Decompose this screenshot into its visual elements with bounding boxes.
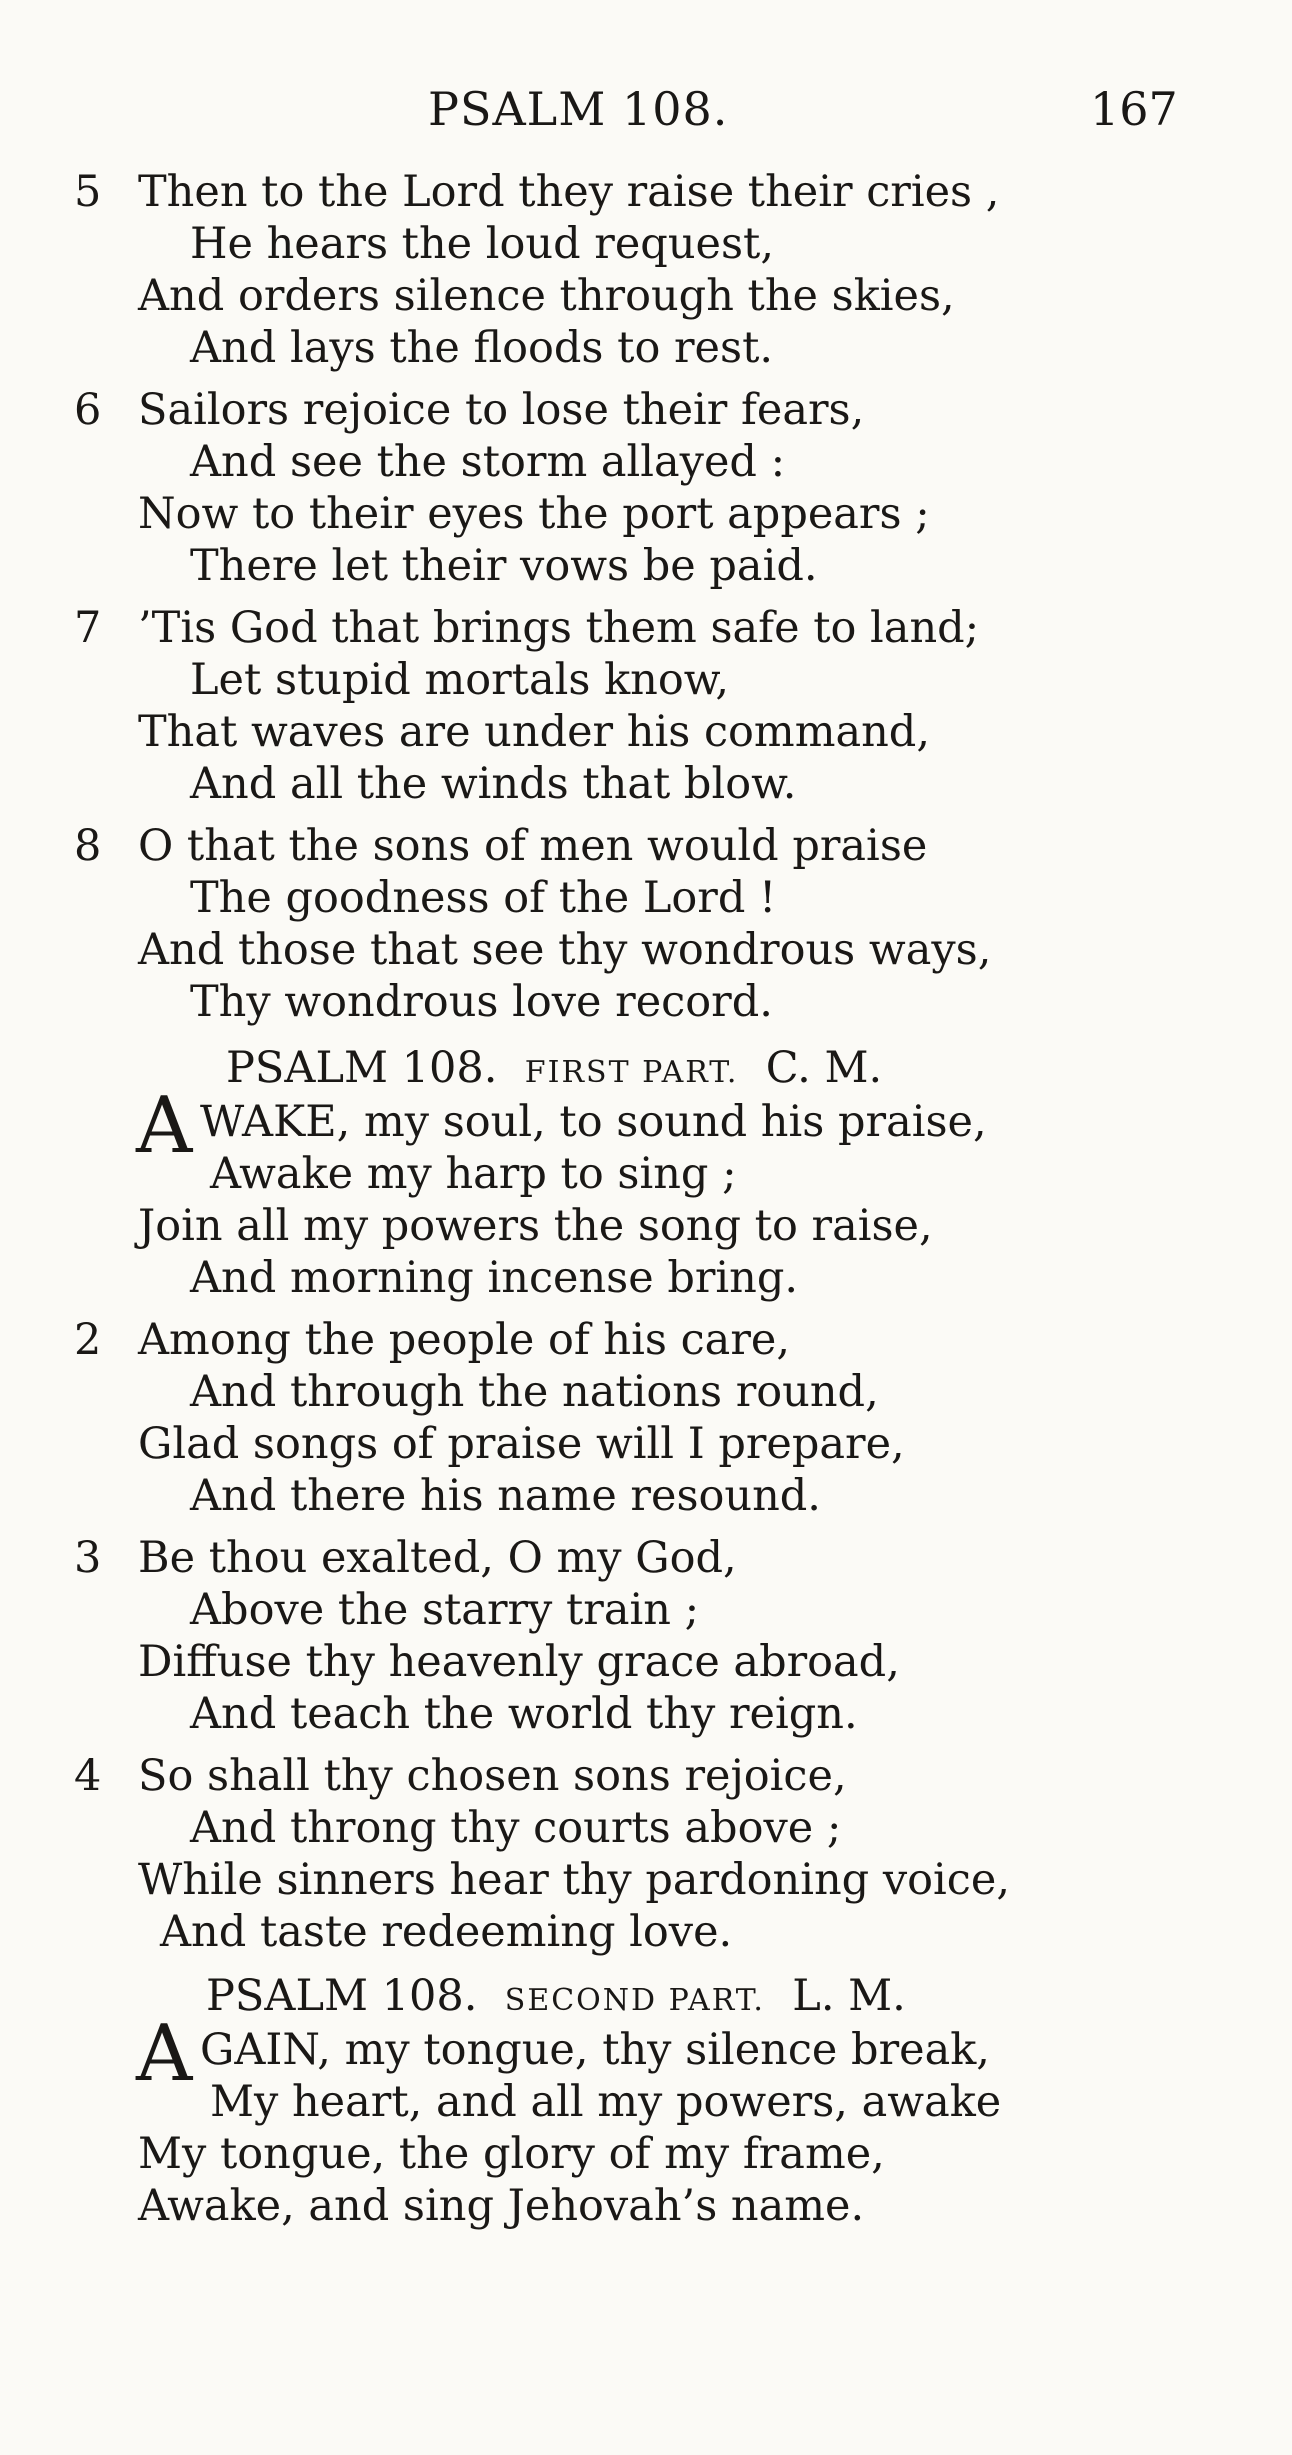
verse-line: And there his name resound. xyxy=(190,1471,821,1521)
verse-line: And teach the world thy reign. xyxy=(190,1689,858,1739)
verse-line: And see the storm allayed : xyxy=(190,437,786,487)
verse-line: Join all my powers the song to raise, xyxy=(138,1201,933,1251)
page-header xyxy=(0,82,1292,142)
psalm-heading-part: SECOND PART. xyxy=(504,1983,765,2018)
verse-line: Then to the Lord they raise their cries , xyxy=(138,167,1000,217)
verse-line: And morning incense bring. xyxy=(190,1253,799,1303)
verse-line: Awake, and sing Jehovah’s name. xyxy=(138,2181,865,2231)
verse-line: Diffuse thy heavenly grace abroad, xyxy=(138,1637,900,1687)
verse-line: WAKE, my soul, to sound his praise, xyxy=(200,1097,987,1147)
verse-line: The goodness of the Lord ! xyxy=(190,873,777,923)
psalm-heading xyxy=(226,1040,882,1096)
verse-line: And lays the floods to rest. xyxy=(190,323,774,373)
verse-line: Sailors rejoice to lose their fears, xyxy=(138,385,865,435)
verse-line: Let stupid mortals know, xyxy=(190,655,730,705)
drop-cap: A xyxy=(136,1081,193,1171)
running-head: PSALM 108. xyxy=(428,82,729,136)
psalm-heading-number: PSALM 108. xyxy=(226,1043,498,1093)
verse-line: Be thou exalted, O my God, xyxy=(138,1533,737,1583)
verse-line: My heart, and all my powers, awake xyxy=(210,2077,1002,2127)
stanza-number: 4 xyxy=(74,1751,102,1801)
stanza-number: 8 xyxy=(74,821,102,871)
verse-line: Glad songs of praise will I prepare, xyxy=(138,1419,905,1469)
stanza-number: 5 xyxy=(74,167,102,217)
psalm-heading xyxy=(206,1968,906,2024)
psalm-heading-part: FIRST PART. xyxy=(524,1055,739,1090)
verse-line: That waves are under his command, xyxy=(138,707,930,757)
verse-line: Above the starry train ; xyxy=(190,1585,700,1635)
verse-line: And all the winds that blow. xyxy=(190,759,797,809)
verse-line: And through the nations round, xyxy=(190,1367,879,1417)
verse-line: Awake my harp to sing ; xyxy=(210,1149,737,1199)
psalm-heading-meter: L. M. xyxy=(792,1971,906,2021)
verse-line: Thy wondrous love record. xyxy=(190,977,773,1027)
stanza-number: 7 xyxy=(74,603,102,653)
verse-line: GAIN, my tongue, thy silence break, xyxy=(200,2025,990,2075)
stanza-number: 2 xyxy=(74,1315,102,1365)
verse-line: And orders silence through the skies, xyxy=(138,271,955,321)
verse-line: While sinners hear thy pardoning voice, xyxy=(138,1855,1010,1905)
verse-line: ’Tis God that brings them safe to land; xyxy=(138,603,980,653)
verse-line: My tongue, the glory of my frame, xyxy=(138,2129,885,2179)
drop-cap: A xyxy=(136,2009,193,2099)
verse-line: Among the people of his care, xyxy=(138,1315,790,1365)
page-number: 167 xyxy=(1090,82,1178,136)
verse-line: And taste redeeming love. xyxy=(160,1907,733,1957)
verse-line: Now to their eyes the port appears ; xyxy=(138,489,930,539)
verse-line: He hears the loud request, xyxy=(190,219,774,269)
stanza-number: 6 xyxy=(74,385,102,435)
psalm-heading-meter: C. M. xyxy=(765,1043,883,1093)
verse-line: And those that see thy wondrous ways, xyxy=(138,925,992,975)
verse-line: And throng thy courts above ; xyxy=(190,1803,842,1853)
verse-line: So shall thy chosen sons rejoice, xyxy=(138,1751,847,1801)
verse-line: O that the sons of men would praise xyxy=(138,821,928,871)
verse-line: There let their vows be paid. xyxy=(190,541,818,591)
psalm-heading-number: PSALM 108. xyxy=(206,1971,478,2021)
stanza-number: 3 xyxy=(74,1533,102,1583)
